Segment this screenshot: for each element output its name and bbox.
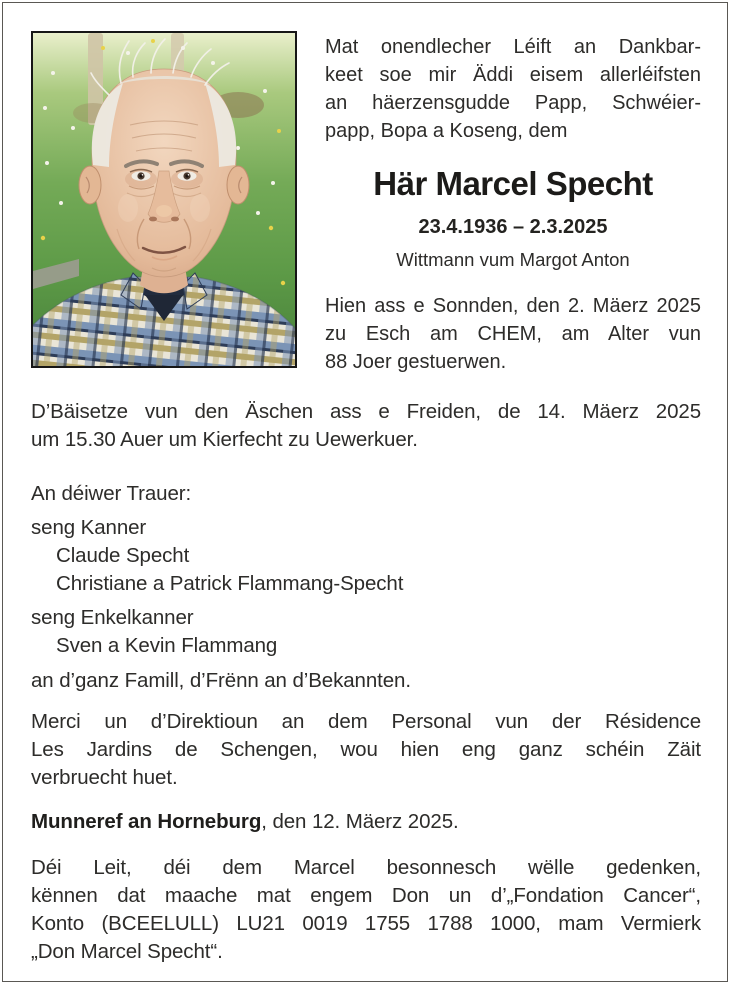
text-line: Mat onendlecher Léift an Dankbar- <box>325 36 701 58</box>
death-paragraph <box>325 292 701 376</box>
text-line: Les Jardins de Schengen, wou hien eng ganz schéin Zäit <box>31 738 701 761</box>
portrait-illustration <box>33 33 295 366</box>
text-line: an häerzensgudde Papp, Schwéier- <box>325 92 701 114</box>
text-line: verbruecht huet. <box>31 766 178 789</box>
mourner-name: Christiane a Patrick Flammang-Specht <box>56 572 404 595</box>
donation-paragraph <box>31 854 701 966</box>
text-line: „Don Marcel Specht“. <box>31 940 223 963</box>
text-line: Hien ass e Sonnden, den 2. Mäerz 2025 <box>325 295 701 317</box>
deceased-name: Här Marcel Specht <box>373 165 653 202</box>
funeral-paragraph <box>31 398 701 454</box>
mourner-group-label: seng Enkelkanner <box>31 606 194 629</box>
header-section <box>31 31 701 376</box>
portrait-photo <box>31 31 297 368</box>
dateline-date: , den 12. Mäerz 2025. <box>261 810 459 833</box>
notice-frame <box>2 2 728 982</box>
text-line: um 15.30 Auer um Kierfecht zu Uewerkuer. <box>31 428 418 451</box>
mourning-footer: an d’ganz Famill, d’Frënn an d’Bekannten. <box>31 669 411 692</box>
header-text-column <box>297 31 701 376</box>
dateline <box>31 808 701 836</box>
text-line: keet soe mir Äddi eisem allerléifsten <box>325 64 701 86</box>
mourner-name: Sven a Kevin Flammang <box>56 634 278 657</box>
body-section <box>31 398 701 966</box>
text-line: 88 Joer gestuerwen. <box>325 351 507 373</box>
text-line: Konto (BCEELULL) LU21 0019 1755 1788 1000, mam Vermierk <box>31 912 701 935</box>
text-line: papp, Bopa a Koseng, dem <box>325 120 568 142</box>
epithet-line: Wittmann vum Margot Anton <box>396 249 630 270</box>
text-line: zu Esch am CHEM, am Alter vun <box>325 323 701 345</box>
text-line: Déi Leit, déi dem Marcel besonnesch wëlle gedenken, <box>31 856 701 879</box>
intro-paragraph <box>325 33 701 145</box>
text-line: kënnen dat maache mat engem Don un d’„Fondation Cancer“, <box>31 884 701 907</box>
mourner-group-label: seng Kanner <box>31 516 147 539</box>
life-dates: 23.4.1936 – 2.3.2025 <box>418 216 608 238</box>
mourners-list <box>31 514 701 660</box>
mourner-name: Claude Specht <box>56 544 190 567</box>
mourning-header: An déiwer Trauer: <box>31 482 192 505</box>
thanks-paragraph <box>31 708 701 792</box>
text-line: D’Bäisetze vun den Äschen ass e Freiden, de 14. Mäerz 2025 <box>31 400 701 423</box>
text-line: Merci un d’Direktioun an dem Personal vun der Résidence <box>31 710 701 733</box>
dateline-place: Munneref an Horneburg <box>31 810 262 833</box>
